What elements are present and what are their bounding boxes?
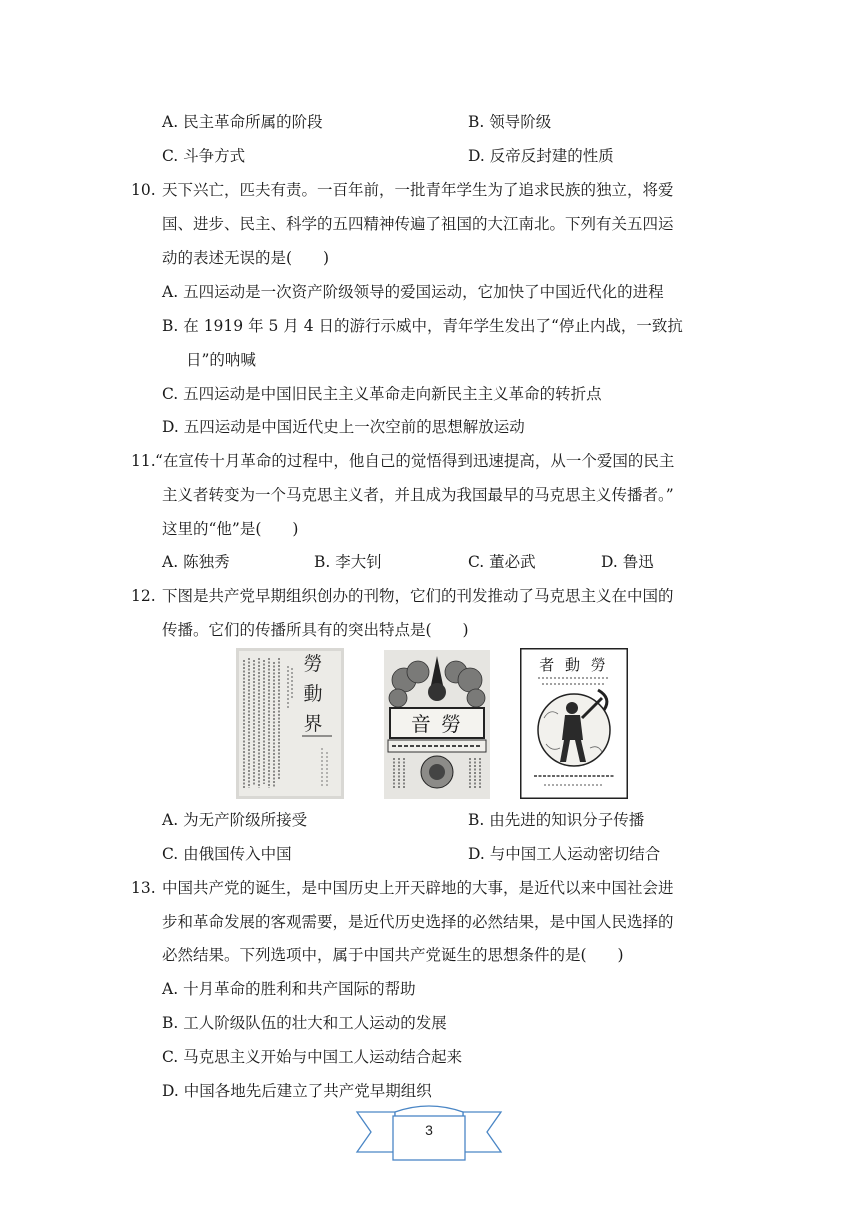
magazine-cover-laodongyin-image (384, 650, 490, 799)
q9-option-c: C. 斗争方式 (162, 147, 246, 165)
svg-text:界: 界 (303, 713, 323, 735)
svg-text:動: 動 (303, 683, 323, 705)
q10-option-b: B. 在 1919 年 5 月 4 日的游行示威中，青年学生发出了“停止内战，一致抗 (162, 317, 683, 335)
q10-option-c: C. 五四运动是中国旧民主主义革命走向新民主主义革命的转折点 (162, 385, 602, 403)
q12-stem-line-1: 下图是共产党早期组织创办的刊物，它们的刊发推动了马克思主义在中国的 (162, 587, 674, 605)
q12-option-b: B. 由先进的知识分子传播 (468, 811, 645, 829)
q10-stem-line-1: 天下兴亡，匹夫有责。一百年前，一批青年学生为了追求民族的独立，将爱 (162, 181, 674, 199)
page-number: 3 (425, 1122, 433, 1138)
q11-number: 11. (131, 452, 156, 470)
q11-option-b: B. 李大钊 (314, 553, 382, 571)
svg-text:者 動 勞: 者 動 勞 (539, 656, 609, 674)
q9-option-b: B. 领导阶级 (468, 113, 552, 131)
magazine-cover-laodongzhe (520, 648, 628, 799)
q10-option-a: A. 五四运动是一次资产阶级领导的爱国运动，它加快了中国近代化的进程 (162, 283, 664, 301)
q9-option-d: D. 反帝反封建的性质 (468, 147, 614, 165)
q10-option-b-continued: 日”的呐喊 (186, 351, 256, 369)
q13-stem-line-3: 必然结果。下列选项中，属于中国共产党诞生的思想条件的是( ) (162, 946, 624, 964)
q11-option-a: A. 陈独秀 (162, 553, 230, 571)
magazine-cover-laodongzhe-image (520, 648, 628, 799)
q12-option-c: C. 由俄国传入中国 (162, 845, 292, 863)
q13-option-b: B. 工人阶级队伍的壮大和工人运动的发展 (162, 1014, 447, 1032)
q11-option-c: C. 董必武 (468, 553, 536, 571)
q13-option-a: A. 十月革命的胜利和共产国际的帮助 (162, 980, 416, 998)
q11-stem-line-2: 主义者转变为一个马克思主义者，并且成为我国最早的马克思主义传播者。” (162, 486, 674, 504)
q13-stem-line-1: 中国共产党的诞生，是中国历史上开天辟地的大事，是近代以来中国社会进 (162, 879, 674, 897)
q9-option-a: A. 民主革命所属的阶段 (162, 113, 323, 131)
q13-option-d: D. 中国各地先后建立了共产党早期组织 (162, 1082, 432, 1100)
svg-text:勞: 勞 (303, 653, 323, 675)
magazine-cover-laodongjie-image (236, 648, 344, 799)
q11-option-d: D. 鲁迅 (601, 553, 654, 571)
magazine-cover-laodongyin (384, 650, 490, 799)
q10-stem-line-2: 国、进步、民主、科学的五四精神传遍了祖国的大江南北。下列有关五四运 (162, 215, 674, 233)
q13-number: 13. (131, 879, 156, 897)
svg-text:音 勞: 音 勞 (410, 712, 464, 736)
page-number-ribbon (355, 1104, 503, 1164)
q13-option-c: C. 马克思主义开始与中国工人运动结合起来 (162, 1048, 463, 1066)
q13-stem-line-2: 步和革命发展的客观需要，是近代历史选择的必然结果，是中国人民选择的 (162, 913, 674, 931)
q12-option-a: A. 为无产阶级所接受 (162, 811, 308, 829)
q10-option-d: D. 五四运动是中国近代史上一次空前的思想解放运动 (162, 418, 525, 436)
q10-number: 10. (131, 181, 156, 199)
q12-stem-line-2: 传播。它们的传播所具有的突出特点是( ) (162, 621, 469, 639)
magazine-cover-laodongjie (236, 648, 344, 799)
q12-option-d: D. 与中国工人运动密切结合 (468, 845, 661, 863)
q12-number: 12. (131, 587, 156, 605)
q10-stem-line-3: 动的表述无误的是( ) (162, 249, 330, 267)
q11-stem-line-1: “在宣传十月革命的过程中，他自己的觉悟得到迅速提高，从一个爱国的民主 (155, 452, 675, 470)
q11-stem-line-3: 这里的“他”是( ) (162, 520, 299, 538)
